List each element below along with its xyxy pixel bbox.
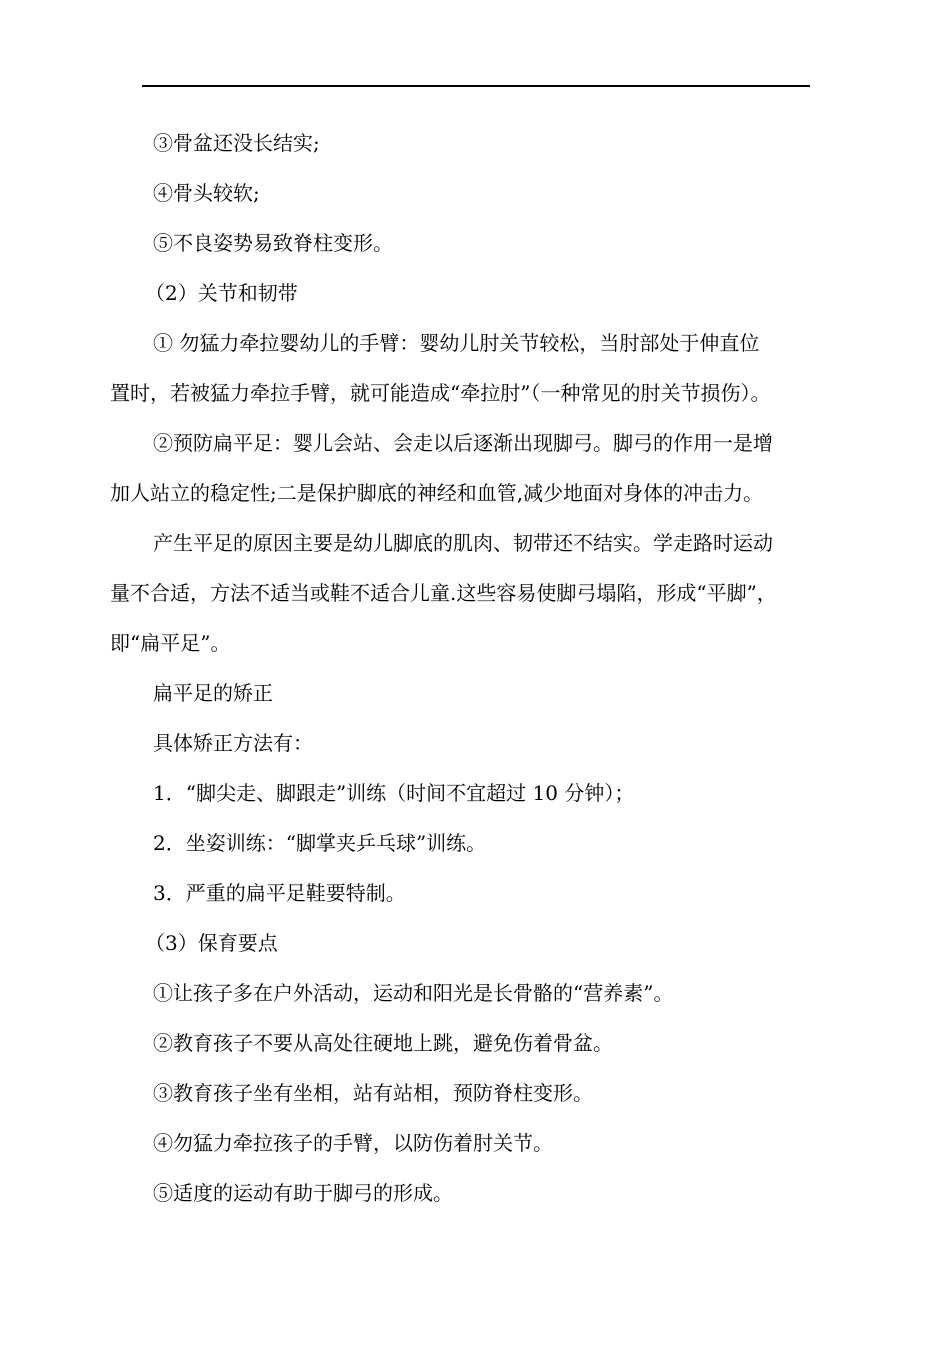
text-line: 具体矫正方法有： (153, 731, 313, 755)
list-item: 1．“脚尖走、脚跟走”训练（时间不宜超过 10 分钟）； (153, 781, 635, 805)
paragraph-line: ②预防扁平足：婴儿会站、会走以后逐渐出现脚弓。脚弓的作用一是增 (153, 431, 773, 455)
paragraph-line: 产生平足的原因主要是幼儿脚底的肌肉、韧带还不结实。学走路时运动 (153, 531, 773, 555)
paragraph-line: 加人站立的稳定性;二是保护脚底的神经和血管,减少地面对身体的冲击力。 (110, 481, 764, 505)
paragraph-line: ① 勿猛力牵拉婴幼儿的手臂：婴幼儿肘关节较松，当肘部处于伸直位 (153, 331, 760, 355)
list-item: ③教育孩子坐有坐相，站有站相，预防脊柱变形。 (153, 1081, 593, 1105)
section-heading: （3）保育要点 (145, 931, 278, 955)
paragraph-line: 置时，若被猛力牵拉手臂，就可能造成“牵拉肘”（一种常见的肘关节损伤）。 (110, 381, 771, 405)
paragraph-line: 即“扁平足”。 (110, 631, 231, 655)
list-item: ②教育孩子不要从高处往硬地上跳，避免伤着骨盆。 (153, 1031, 613, 1055)
list-item: ①让孩子多在户外活动，运动和阳光是长骨骼的“营养素”。 (153, 981, 674, 1005)
list-item: 2．坐姿训练：“脚掌夹乒乓球”训练。 (153, 831, 487, 855)
text-line: ③骨盆还没长结实; (153, 131, 320, 155)
text-line: ⑤不良姿势易致脊柱变形。 (153, 231, 393, 255)
list-item: ④勿猛力牵拉孩子的手臂，以防伤着肘关节。 (153, 1131, 553, 1155)
header-rule (142, 85, 810, 87)
list-item: 3．严重的扁平足鞋要特制。 (153, 881, 406, 905)
section-heading: （2）关节和韧带 (145, 281, 298, 305)
list-item: ⑤适度的运动有助于脚弓的形成。 (153, 1181, 453, 1205)
text-line: ④骨头较软; (153, 181, 260, 205)
paragraph-line: 量不合适，方法不适当或鞋不适合儿童.这些容易使脚弓塌陷，形成“平脚”， (110, 581, 777, 605)
document-body (110, 118, 845, 1218)
subheading: 扁平足的矫正 (153, 681, 273, 705)
